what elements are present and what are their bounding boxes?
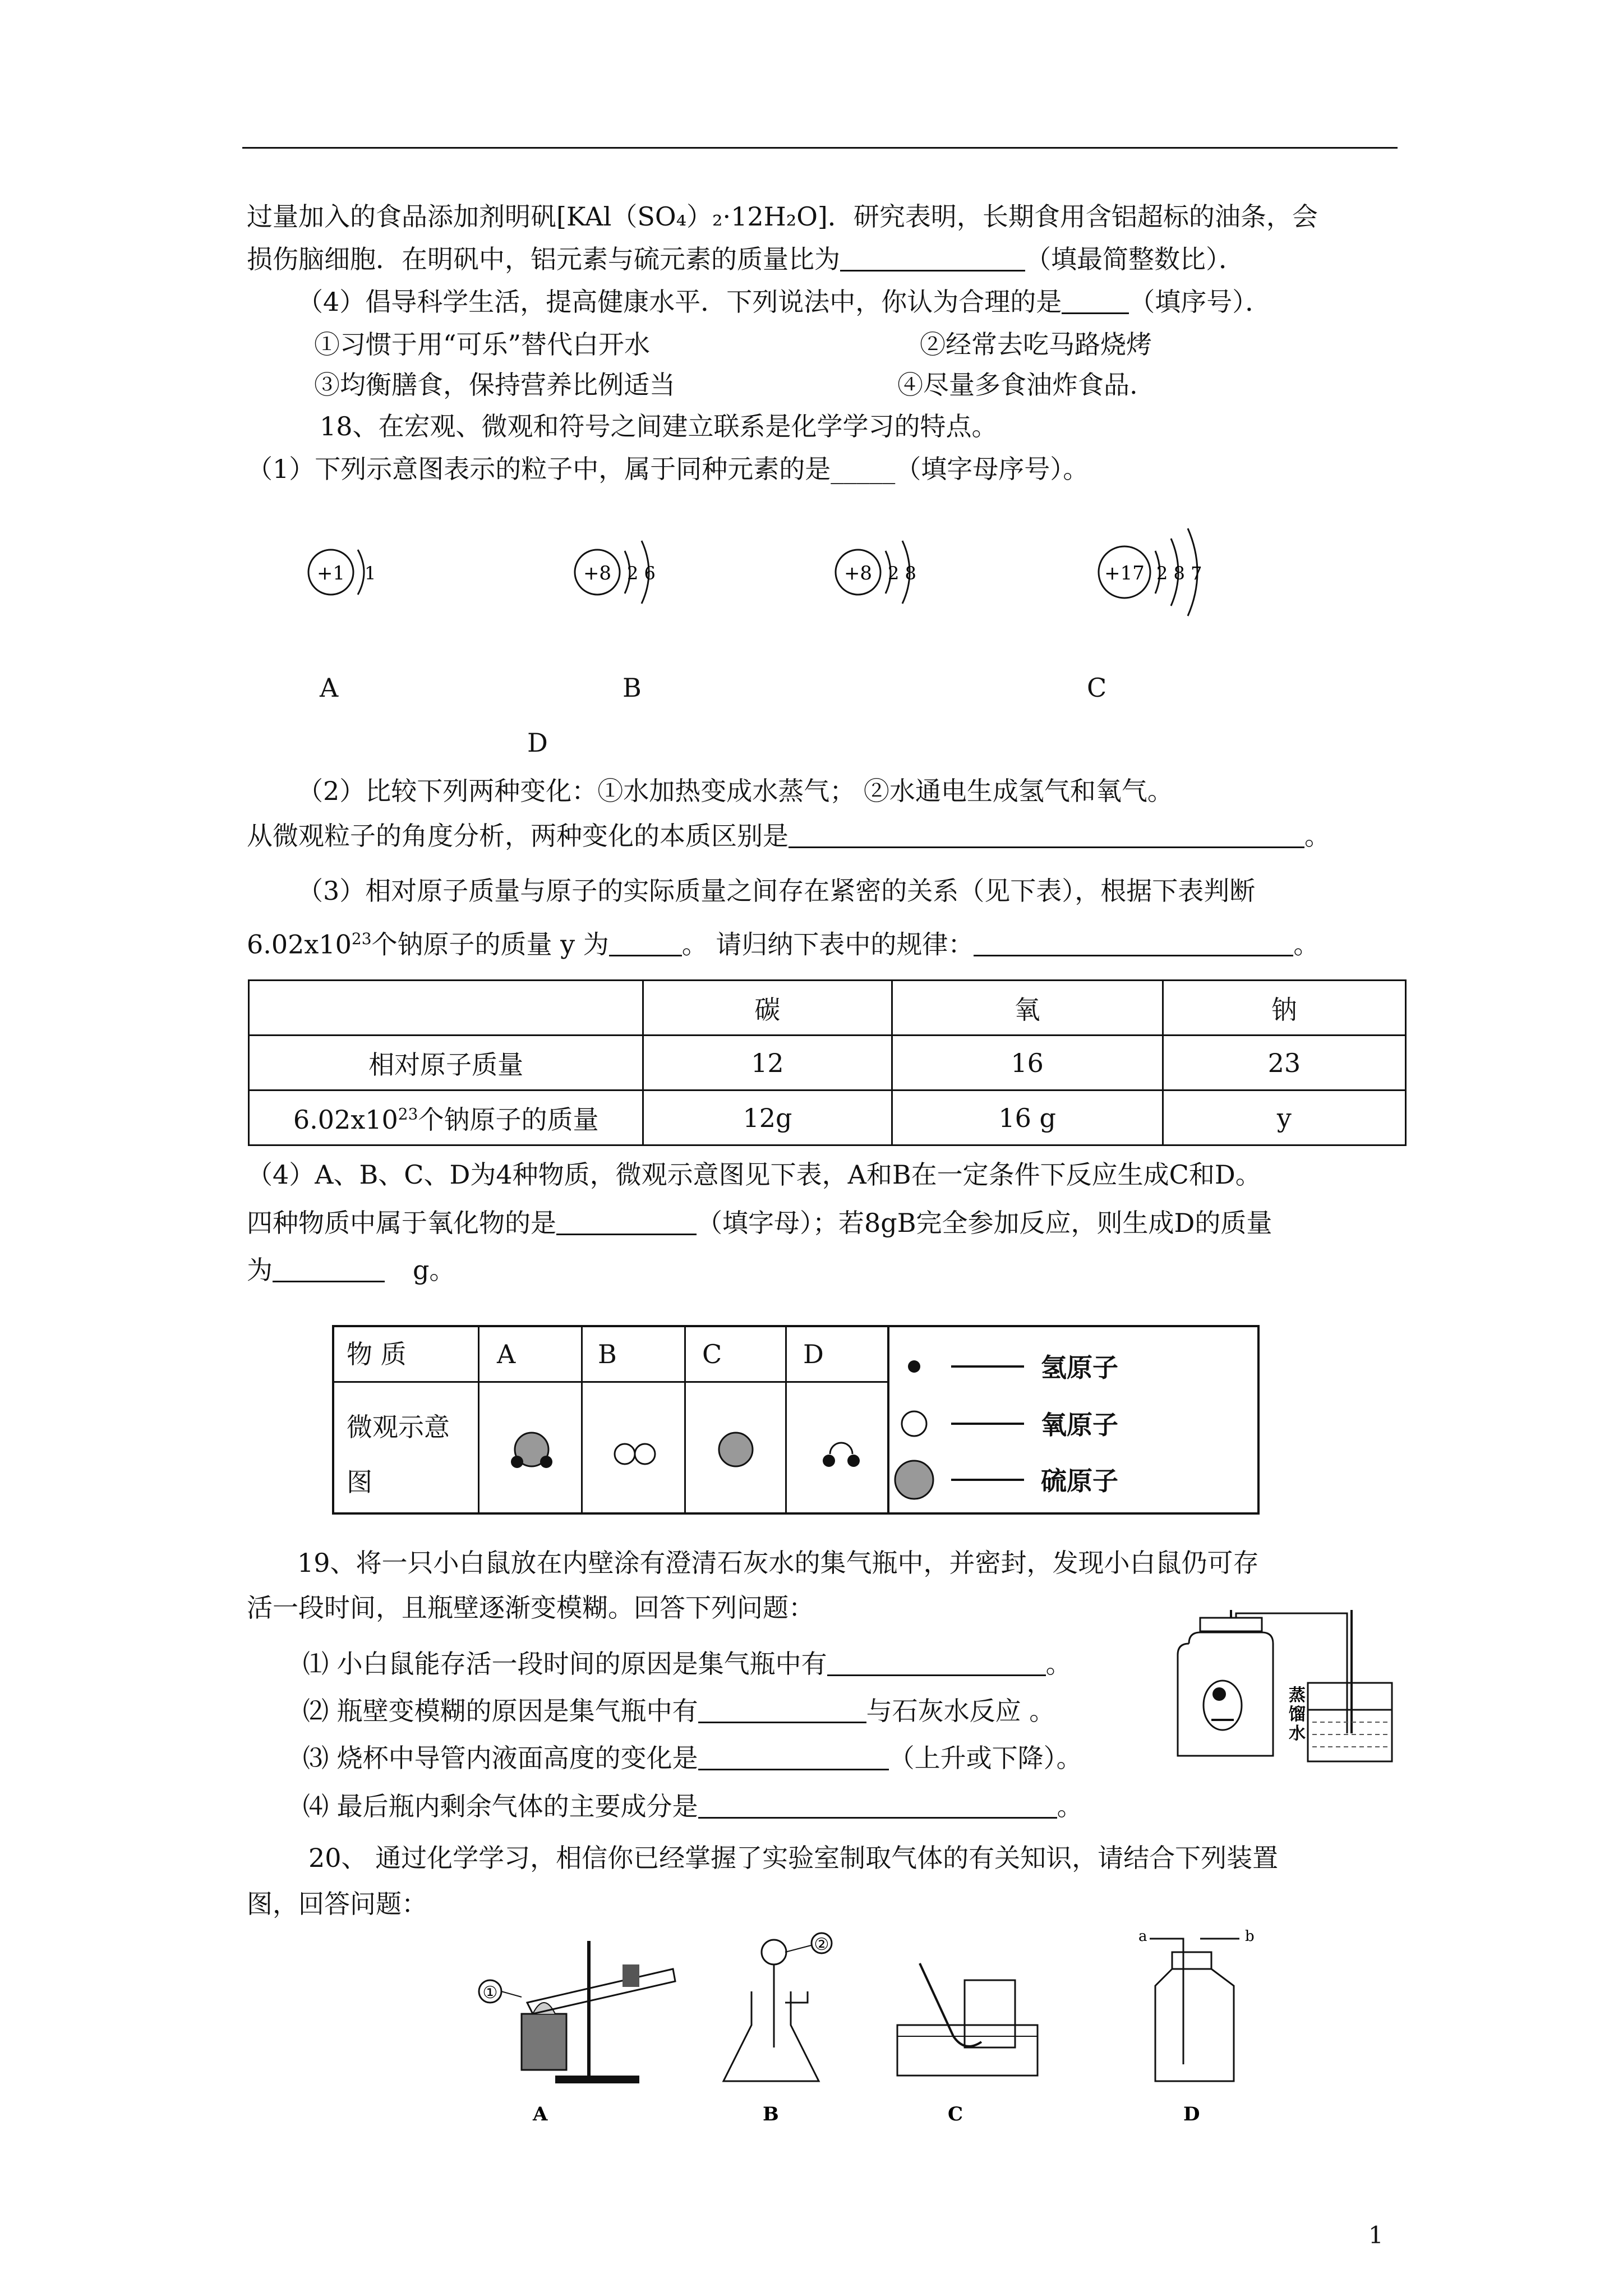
apparatus-d-gas-bottle bbox=[1138, 1930, 1255, 2081]
molecule-col-c: C bbox=[702, 1339, 722, 1369]
q18-intro: 18、在宏观、微观和符号之间建立联系是化学学习的特点。 bbox=[320, 411, 998, 441]
q18-p2b-text: 从微观粒子的角度分析，两种变化的本质区别是 bbox=[247, 821, 789, 851]
q17-line2-tail: （填最简整数比）． bbox=[1025, 244, 1244, 274]
q18-p3b-tail: 。 bbox=[1293, 929, 1320, 960]
apparatus-label-b: B bbox=[763, 2103, 779, 2125]
port-b: b bbox=[1245, 1930, 1255, 1945]
header-rule bbox=[242, 147, 1398, 149]
molecule-c-icon bbox=[719, 1433, 753, 1466]
molecule-d-icon bbox=[823, 1443, 860, 1467]
answer-blank[interactable] bbox=[1062, 287, 1129, 314]
oxygen-atom-icon bbox=[902, 1411, 926, 1436]
atom-b-nucleus: +8 bbox=[583, 562, 612, 585]
q18-p4: （4）A、B、C、D为4种物质，微观示意图见下表，A和B在一定条件下反应生成C和D。 bbox=[247, 1159, 1261, 1190]
molecule-col-d: D bbox=[803, 1339, 824, 1369]
atom-b-shells: 2 6 bbox=[627, 563, 656, 584]
q19-s2 bbox=[303, 1694, 1055, 1728]
atom-label-c: C bbox=[1087, 673, 1107, 703]
atom-c-diagram bbox=[836, 541, 916, 604]
q18-p2b bbox=[247, 819, 1330, 853]
q18-p3b-exp: 23 bbox=[351, 930, 372, 948]
molecule-a-icon bbox=[511, 1433, 552, 1468]
q18-p2b-tail: 。 bbox=[1304, 821, 1330, 851]
legend-oxygen: 氧原子 bbox=[1041, 1410, 1118, 1440]
mouse-jar-apparatus bbox=[1166, 1610, 1413, 1773]
atom-label-a: A bbox=[320, 673, 339, 703]
water-label-2: 馏 bbox=[1289, 1705, 1306, 1724]
sulfur-atom-icon bbox=[895, 1461, 933, 1499]
table-row-label-text: 个钠原子的质量 bbox=[418, 1104, 599, 1135]
mark-1: ① bbox=[482, 1983, 498, 2003]
mouse-icon bbox=[1204, 1681, 1242, 1730]
q18-p4c-tail: g。 bbox=[413, 1255, 455, 1285]
atom-a-diagram bbox=[308, 550, 376, 595]
q19-s3-tail: （上升或下降）。 bbox=[888, 1743, 1082, 1773]
q17-line1: 过量加入的食品添加剂明矾[KAl（SO₄）₂·12H₂O]．研究表明，长期食用含铝超标的油条，会 bbox=[247, 201, 1318, 232]
q19-s2-tail: 与石灰水反应 。 bbox=[866, 1696, 1055, 1726]
answer-blank[interactable] bbox=[698, 1791, 1057, 1819]
q18-p4c bbox=[247, 1253, 455, 1287]
port-a: a bbox=[1138, 1930, 1147, 1945]
apparatus-b-flask bbox=[723, 1933, 832, 2081]
q18-p1: （1）下列示意图表示的粒子中，属于同种元素的是_____（填字母序号）。 bbox=[247, 454, 1089, 484]
water-label-3: 水 bbox=[1289, 1724, 1306, 1743]
atom-d-diagram bbox=[1099, 528, 1202, 616]
answer-blank[interactable] bbox=[698, 1696, 866, 1723]
q19-s3 bbox=[303, 1741, 1082, 1775]
q18-p4b-text2: （填字母）；若8gB完全参加反应，则生成D的质量 bbox=[697, 1208, 1272, 1238]
table-cell: 12 bbox=[643, 1036, 892, 1091]
table-header-carbon: 碳 bbox=[643, 981, 892, 1036]
molecule-row-label: 物 质 bbox=[347, 1339, 407, 1369]
atom-c-shells: 2 8 bbox=[888, 563, 916, 584]
table-row-label-num: 6.02x10 bbox=[293, 1104, 398, 1135]
atom-a-nucleus: +1 bbox=[316, 562, 345, 585]
mark-2: ② bbox=[814, 1935, 829, 1954]
table-header-oxygen: 氧 bbox=[892, 981, 1163, 1036]
q17-p4-text: （4）倡导科学生活，提高健康水平．下列说法中，你认为合理的是 bbox=[297, 287, 1062, 317]
answer-blank[interactable] bbox=[698, 1743, 889, 1770]
q20-intro2: 图，回答问题： bbox=[247, 1889, 427, 1919]
q19-s3-text: ⑶ 烧杯中导管内液面高度的变化是 bbox=[303, 1743, 698, 1773]
q17-option-4: ④尽量多食油炸食品. bbox=[897, 370, 1138, 400]
q18-p3b-num: 6.02x10 bbox=[247, 929, 352, 960]
q18-p2: （2）比较下列两种变化：①水加热变成水蒸气； ②水通电生成氢气和氧气。 bbox=[297, 776, 1173, 806]
atom-c-nucleus: +8 bbox=[843, 562, 873, 585]
answer-blank[interactable] bbox=[840, 244, 1025, 272]
apparatus-c-water-trough bbox=[897, 1963, 1038, 2076]
q19-s4-text: ⑷ 最后瓶内剩余气体的主要成分是 bbox=[303, 1791, 698, 1821]
atom-label-b: B bbox=[623, 673, 642, 703]
q19-s1 bbox=[303, 1647, 1072, 1681]
q20-intro1: 20、 通过化学学习，相信你已经掌握了实验室制取气体的有关知识，请结合下列装置 bbox=[308, 1843, 1279, 1873]
atom-b-diagram bbox=[575, 541, 656, 604]
q18-p3b-text: 个钠原子的质量 y 为 bbox=[371, 929, 609, 960]
molecule-b-icon bbox=[615, 1444, 655, 1464]
q17-option-3: ③均衡膳食，保持营养比例适当 bbox=[314, 370, 675, 400]
molecule-diagrams bbox=[480, 1382, 887, 1510]
hydrogen-atom-icon bbox=[908, 1360, 920, 1373]
apparatus-label-d: D bbox=[1183, 2103, 1200, 2125]
q18-p3b-text2: 。 请归纳下表中的规律： bbox=[681, 929, 974, 960]
table-cell: 12g bbox=[643, 1091, 892, 1145]
apparatus-label-a: A bbox=[533, 2103, 548, 2125]
answer-blank[interactable] bbox=[789, 821, 1304, 848]
q18-p4b-text: 四种物质中属于氧化物的是 bbox=[247, 1208, 556, 1238]
legend-hydrogen: 氢原子 bbox=[1041, 1352, 1118, 1383]
table-header-sodium: 钠 bbox=[1163, 981, 1405, 1036]
molecule-table bbox=[332, 1325, 1260, 1515]
q18-p3b bbox=[247, 922, 1319, 961]
q18-p3: （3）相对原子质量与原子的实际质量之间存在紧密的关系（见下表），根据下表判断 bbox=[297, 876, 1256, 906]
apparatus-label-c: C bbox=[948, 2103, 963, 2125]
q17-line2-text: 损伤脑细胞．在明矾中，铝元素与硫元素的质量比为 bbox=[247, 244, 840, 274]
q19-s4-tail: 。 bbox=[1057, 1791, 1083, 1821]
gas-apparatus-diagrams bbox=[471, 1930, 1267, 2165]
q19-s1-text: ⑴ 小白鼠能存活一段时间的原因是集气瓶中有 bbox=[303, 1649, 827, 1679]
table-cell: y bbox=[1163, 1091, 1405, 1145]
molecule-row-label: 图 bbox=[347, 1467, 372, 1497]
answer-blank[interactable] bbox=[273, 1255, 385, 1282]
answer-blank[interactable] bbox=[827, 1649, 1046, 1676]
q18-p4b bbox=[247, 1206, 1272, 1240]
page-number: 1 bbox=[1368, 2221, 1384, 2249]
q19-intro1: 19、将一只小白鼠放在内壁涂有澄清石灰水的集气瓶中，并密封，发现小白鼠仍可存 bbox=[297, 1548, 1259, 1578]
molecule-row-label: 微观示意 bbox=[347, 1412, 450, 1442]
water-label-1: 蒸 bbox=[1289, 1686, 1306, 1705]
table-row-label-exp: 23 bbox=[398, 1105, 418, 1124]
legend-sulfur: 硫原子 bbox=[1041, 1466, 1118, 1496]
table-row-label bbox=[249, 1091, 643, 1145]
answer-blank[interactable] bbox=[556, 1208, 697, 1235]
q17-option-1: ①习惯于用“可乐”替代白开水 bbox=[314, 329, 651, 360]
atom-diagrams bbox=[292, 522, 1256, 639]
table-cell: 16 bbox=[892, 1036, 1163, 1091]
molecule-col-a: A bbox=[497, 1339, 516, 1369]
q17-line2 bbox=[247, 242, 1244, 276]
answer-blank[interactable] bbox=[609, 929, 682, 956]
q17-p4 bbox=[297, 285, 1271, 319]
atom-a-shells: 1 bbox=[365, 563, 376, 584]
q19-s2-text: ⑵ 瓶壁变模糊的原因是集气瓶中有 bbox=[303, 1696, 698, 1726]
atomic-mass-table bbox=[248, 979, 1407, 1146]
atom-d-shells: 2 8 7 bbox=[1156, 563, 1202, 584]
molecule-col-b: B bbox=[598, 1339, 617, 1369]
table-cell: 23 bbox=[1163, 1036, 1405, 1091]
table-cell: 16 g bbox=[892, 1091, 1163, 1145]
q19-s1-tail: 。 bbox=[1045, 1649, 1072, 1679]
table-row-label: 相对原子质量 bbox=[249, 1036, 643, 1091]
q19-s4 bbox=[303, 1789, 1083, 1823]
answer-blank[interactable] bbox=[974, 929, 1293, 956]
atom-label-d: D bbox=[527, 728, 548, 758]
q18-p4c-text: 为 bbox=[247, 1255, 273, 1285]
q19-intro2: 活一段时间，且瓶壁逐渐变模糊。回答下列问题： bbox=[247, 1593, 814, 1623]
apparatus-a-heating-setup bbox=[479, 1941, 675, 2083]
table-header-empty bbox=[249, 981, 643, 1036]
q17-p4-tail: （填序号）． bbox=[1129, 287, 1271, 317]
atom-d-nucleus: +17 bbox=[1104, 562, 1145, 585]
q17-option-2: ②经常去吃马路烧烤 bbox=[920, 329, 1152, 360]
